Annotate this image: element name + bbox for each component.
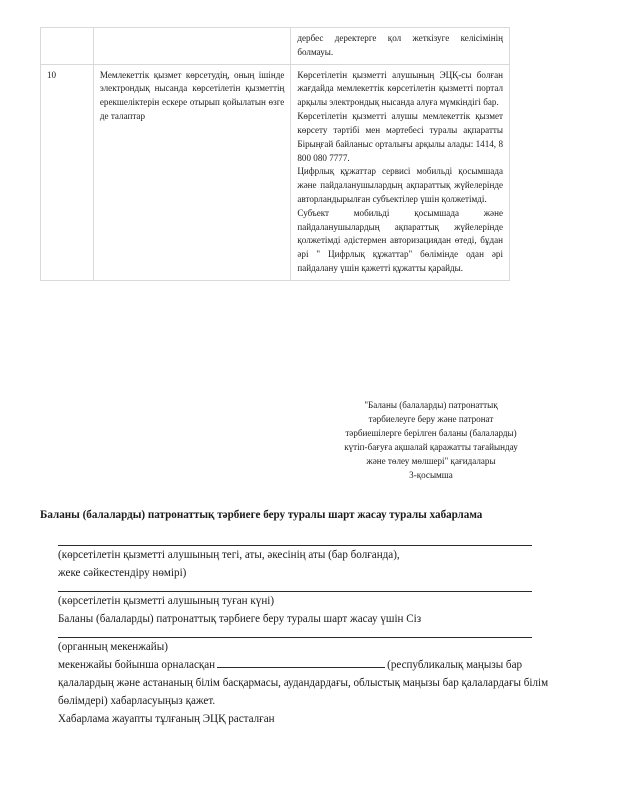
notification-form-body — [58, 545, 558, 729]
signature-rule-applicant-name — [58, 545, 532, 546]
contract-sentence-2-part1: мекенжайы бойынша орналасқан — [58, 659, 216, 672]
appendix-reference — [340, 398, 522, 483]
caption-applicant-name-line2: жеке сәйкестендіру нөмірі) — [58, 566, 187, 579]
contract-sentence-3: Хабарлама жауапты тұлғаның ЭЦҚ расталған — [58, 712, 275, 725]
contract-sentence-2-part2: (республикалық маңызы бар қалалардың және астананың білім басқармасы, аудандардағы, облыстық маңызы бар қалалардағы білім бөлімдері) хабарласуыңыз қажет. — [58, 659, 549, 707]
row-description-cell: дербес деректерге қол жеткізуге келісімінің болмауы. — [291, 28, 510, 65]
signature-rule-organ-address — [58, 637, 532, 638]
description-paragraph: Көрсетілетін қызметті алушының ЭЦҚ-сы болған жағдайда мемлекеттік көрсетілетін қызметті портал арқылы электрондық нысанда алуға мүмкіндігі бар. — [297, 69, 503, 108]
requirements-table — [40, 27, 510, 281]
row-number-cell: 10 — [41, 64, 94, 280]
description-paragraph: Цифрлық құжаттар сервисі мобильді қосымшада және пайдаланушылардың ақпараттық жүйелерінде авторландырылған субъектілер үшін қолжетімді. — [297, 166, 503, 204]
description-paragraph: Субъект мобильді қосымшада және пайдаланушылардың ақпараттық жүйелерінде қолжетімді әдістермен авторизациядан өтеді, бұдан әрі " Цифрлық құжаттар" бөлімінде одан әрі пайдалану үшін қажетті құжатты қарайды. — [297, 207, 503, 273]
row-requirement-cell — [93, 28, 290, 65]
contract-sentence-1: Баланы (балаларды) патронаттық тәрбиеге беру туралы шарт жасау үшін Сіз — [58, 612, 422, 625]
signature-rule-birthdate — [58, 591, 532, 592]
row-number-cell — [41, 28, 94, 65]
contract-sentence-2 — [58, 657, 558, 711]
appendix-title: "Баланы (балаларды) патронаттық тәрбиелеуге беру және патронат тәрбиешілерге берілген баланы (балаларды) күтіп-бағуға ақшалай қаражатты тағайындау және төлеу мөлшері" қағидалары — [344, 400, 518, 467]
row-requirement-cell: Мемлекеттік қызмет көрсетудің, оның ішінде электрондық нысанда көрсетілетін қызметтің ерекшеліктерін ескере отырып қойылатын өзге де талаптар — [93, 64, 290, 280]
caption-applicant-birthdate: (көрсетілетін қызметті алушының туған күні) — [58, 594, 275, 607]
appendix-number: 3-қосымша — [409, 470, 453, 481]
caption-applicant-name-line1: (көрсетілетін қызметті алушының тегі, аты, әкесінің аты (бар болғанда), — [58, 549, 400, 561]
caption-organ-address: (органның мекенжайы) — [58, 640, 168, 653]
page-title: Баланы (балаларды) патронаттық тәрбиеге беру туралы шарт жасау туралы хабарлама — [40, 509, 483, 521]
description-paragraph: Көрсетілетін қызметті алушы мемлекеттік қызмет көрсету тәртібі мен мәртебесі туралы ақпаратты Бірыңғай байланыс орталығы арқылы алады: 1414, 8 800 080 7777. — [297, 111, 503, 163]
inline-blank-field[interactable] — [217, 657, 385, 668]
row-description-cell — [291, 64, 510, 280]
table-row — [41, 64, 510, 280]
table-row — [41, 28, 510, 65]
